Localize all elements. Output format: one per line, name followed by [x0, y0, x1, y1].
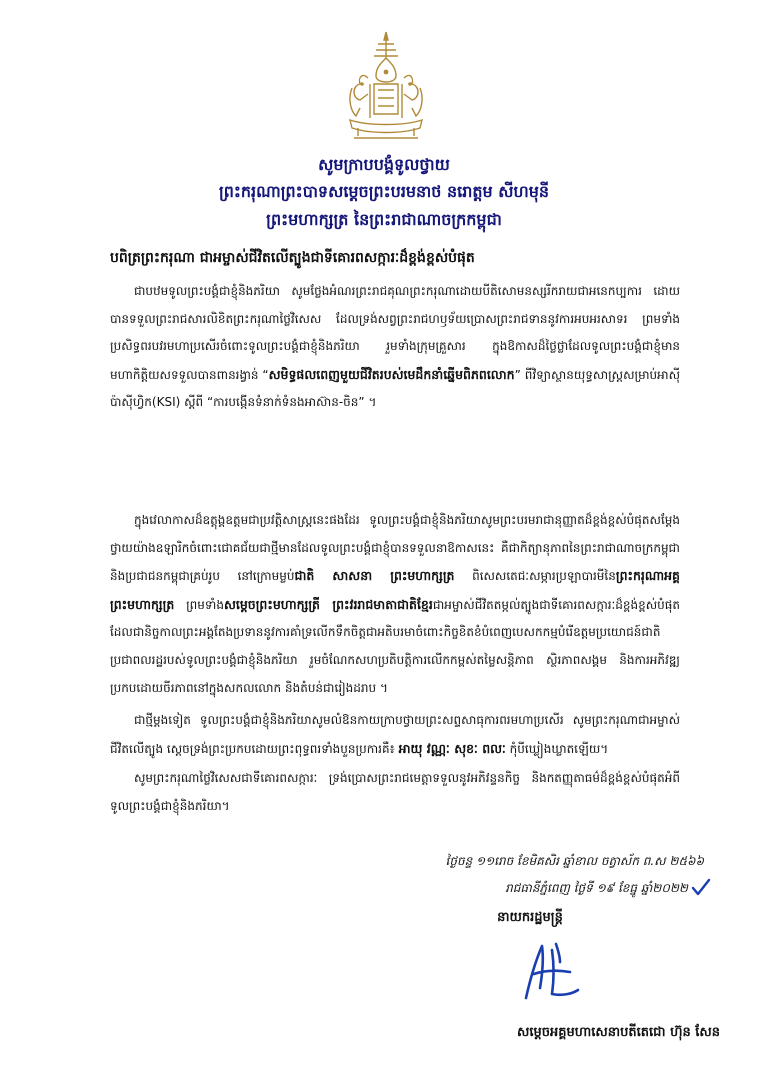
- paragraph-1: [110, 278, 680, 417]
- address-line-2: ព្រះករុណាព្រះបាទសម្តេចព្រះបរមនាថ នរោត្តម សីហមុនី: [218, 182, 550, 201]
- paragraph-2-text-d: ជាអម្ចាស់ជីវិតតម្កល់ត្បូងជាទីគោរពសក្ការៈដ៏ខ្ពង់ខ្ពស់បំផុត ដែលជានិច្ចកាលព្រះអង្គតែងប្រទាននូវការគាំទ្រលើកទឹកចិត្តជាអតិបរមាចំពោះកិច្ចខិតខំបំពេញបេសកកម្មបំរើឧត្តមប្រយោជន៍ជាតិ ប្រជាពលរដ្ឋរបស់ទូលព្រះបង្គំជាខ្ញុំនិងភរិយា រួមចំណែកសហប្រតិបត្តិការលើកកម្ពស់តម្លៃសន្តិភាព ស្ថិរភាពសង្គម និងការអភិវឌ្ឍប្រកបដោយចីរភាពនៅក្នុងសកលលោក និងតំបន់ជារៀងដរាប ។: [110, 597, 680, 695]
- signer-role: នាយករដ្ឋមន្ត្រី: [497, 910, 563, 925]
- paragraph-4: សូមព្រះករុណាថ្លៃវិសេសជាទីគោរពសក្ការៈ ទ្រង់ប្រោសព្រះរាជមេត្តាទទួលនូវអភិវន្ទនកិច្ច និងកតញ្ញុតាធម៌ដ៏ខ្ពង់ខ្ពស់បំផុតអំពីទូលព្រះបង្គំជាខ្ញុំនិងភរិយា។: [110, 771, 680, 813]
- address-line-1: សូមក្រាបបង្គំទូលថ្វាយ: [318, 155, 450, 174]
- handwritten-signature-icon: [512, 940, 584, 1002]
- solar-date: រាជធានីភ្នំពេញ ថ្ងៃទី ១៩ ខែធ្នូ ឆ្នាំ២០២២: [505, 881, 688, 895]
- signer-name: សម្តេចអគ្គមហាសេនាបតីតេជោ ហ៊ុន សែន: [517, 1025, 720, 1040]
- salutation: បពិត្រព្រះករុណា ជាអម្ចាស់ជីវិតលើត្បូងជាទីគោរពសក្ការៈដ៏ខ្ពង់ខ្ពស់បំផុត: [110, 250, 475, 266]
- paragraph-1-tail: ” ពីវិទ្យាស្ថានយុទ្ធសាស្ត្រសម្រាប់អាស៊ីប៉ាស៊ីហ្វិក(KSI) ស្តីពី “ការបង្កើនទំនាក់ទំនងអាស៊ាន-ចិន” ។: [110, 367, 680, 410]
- paragraph-3-text: ជាថ្មីម្តងទៀត ទូលព្រះបង្គំជាខ្ញុំនិងភរិយាសូមលំឱនកាយក្រាបថ្វាយព្រះសព្ទសាធុការពរមហាប្រសើរ សូមព្រះករុណាជាអម្ចាស់ជីវិតលើត្បូង ស្តេចទ្រង់ព្រះប្រកបដោយព្រះពុទ្ធពរទាំងបួនប្រការគឺ៖: [110, 713, 680, 756]
- lunar-date: ថ្ងៃចន្ទ ១១រោច ខែមិគសិរ ឆ្នាំខាល ចត្វាស័ក ព.ស ២៥៦៦: [445, 854, 704, 868]
- paragraph-2-text-b: ពិសេសតេជៈសម្ភារប្រឡាបារមីនៃ: [454, 569, 616, 584]
- four-blessings: អាយុ វណ្ណៈ សុខៈ ពលៈ: [398, 740, 506, 756]
- checkmark-icon: [690, 876, 712, 898]
- paragraph-2-text: ក្នុងវេលាកាសដ៏ឧត្តុង្គឧត្តមជាប្រវត្តិសាស្ត្រនេះផងដែរ ទូលព្រះបង្គំជាខ្ញុំនិងភរិយាសូមព្រះបរមរាជានុញ្ញាតដ៏ខ្ពង់ខ្ពស់បំផុតសម្តែងថ្វាយយ៉ាងឧឡារិកចំពោះជោគជ័យជាថ្មីមានដែលទូលព្រះបង្គំជាខ្ញុំបានទទួលនាឱកាសនេះ គឺជាកិត្យានុភាពនៃព្រះរាជាណាចក្រកម្ពុជា និងប្រជាជនកម្ពុជាគ្រប់រូប នៅក្រោមម្លប់: [110, 513, 680, 584]
- paragraph-3-tail: កុំបីឃ្លៀងឃ្លាតឡើយ។: [505, 741, 609, 756]
- king-title: ព្រះករុណាអគ្គព្រះមហាក្សត្រ: [110, 568, 680, 612]
- paragraph-2: [110, 507, 680, 702]
- paragraph-2-text-c: ព្រមទាំង: [174, 597, 224, 612]
- royal-emblem-icon: [338, 28, 434, 144]
- national-motto: ជាតិ សាសនា ព្រះមហាក្សត្រ: [294, 568, 455, 584]
- paragraph-3: [110, 707, 680, 763]
- address-line-3: ព្រះមហាក្សត្រ នៃព្រះរាជាណាចក្រកម្ពុជា: [266, 210, 502, 229]
- paragraph-1-text: ជាបឋមទូលព្រះបង្គំជាខ្ញុំនិងភរិយា សូមថ្លែងអំណរព្រះរាជគុណព្រះករុណាដោយបីតិសោមនស្សរីករាយជាអនេកប្បការ ដោយបានទទួលព្រះរាជសារលិខិតព្រះករុណាថ្លៃវិសេស ដែលទ្រង់សព្វព្រះរាជហឫទ័យប្រោសព្រះរាជទាននូវការអបអរសាទរ ព្រមទាំងប្រសិទ្ធពរបវរមហាប្រសើរចំពោះទូលព្រះបង្គំជាខ្ញុំនិងភរិយា រួមទាំងក្រុមគ្រួសារ ក្នុងឱកាសដ៏ថ្លៃថ្លាដែលទូលព្រះបង្គំជាខ្ញុំមានមហាកិត្តិយសទទួលបានពានរង្វាន់ “: [110, 284, 680, 382]
- queen-mother-title: សម្តេចព្រះមហាក្សត្រី ព្រះវររាជមាតាជាតិខ្មែរ: [223, 596, 433, 612]
- award-title: សមិទ្ធផលពេញមួយជីវិតរបស់មេដឹកនាំឆ្នើមពិភពលោក: [268, 366, 515, 382]
